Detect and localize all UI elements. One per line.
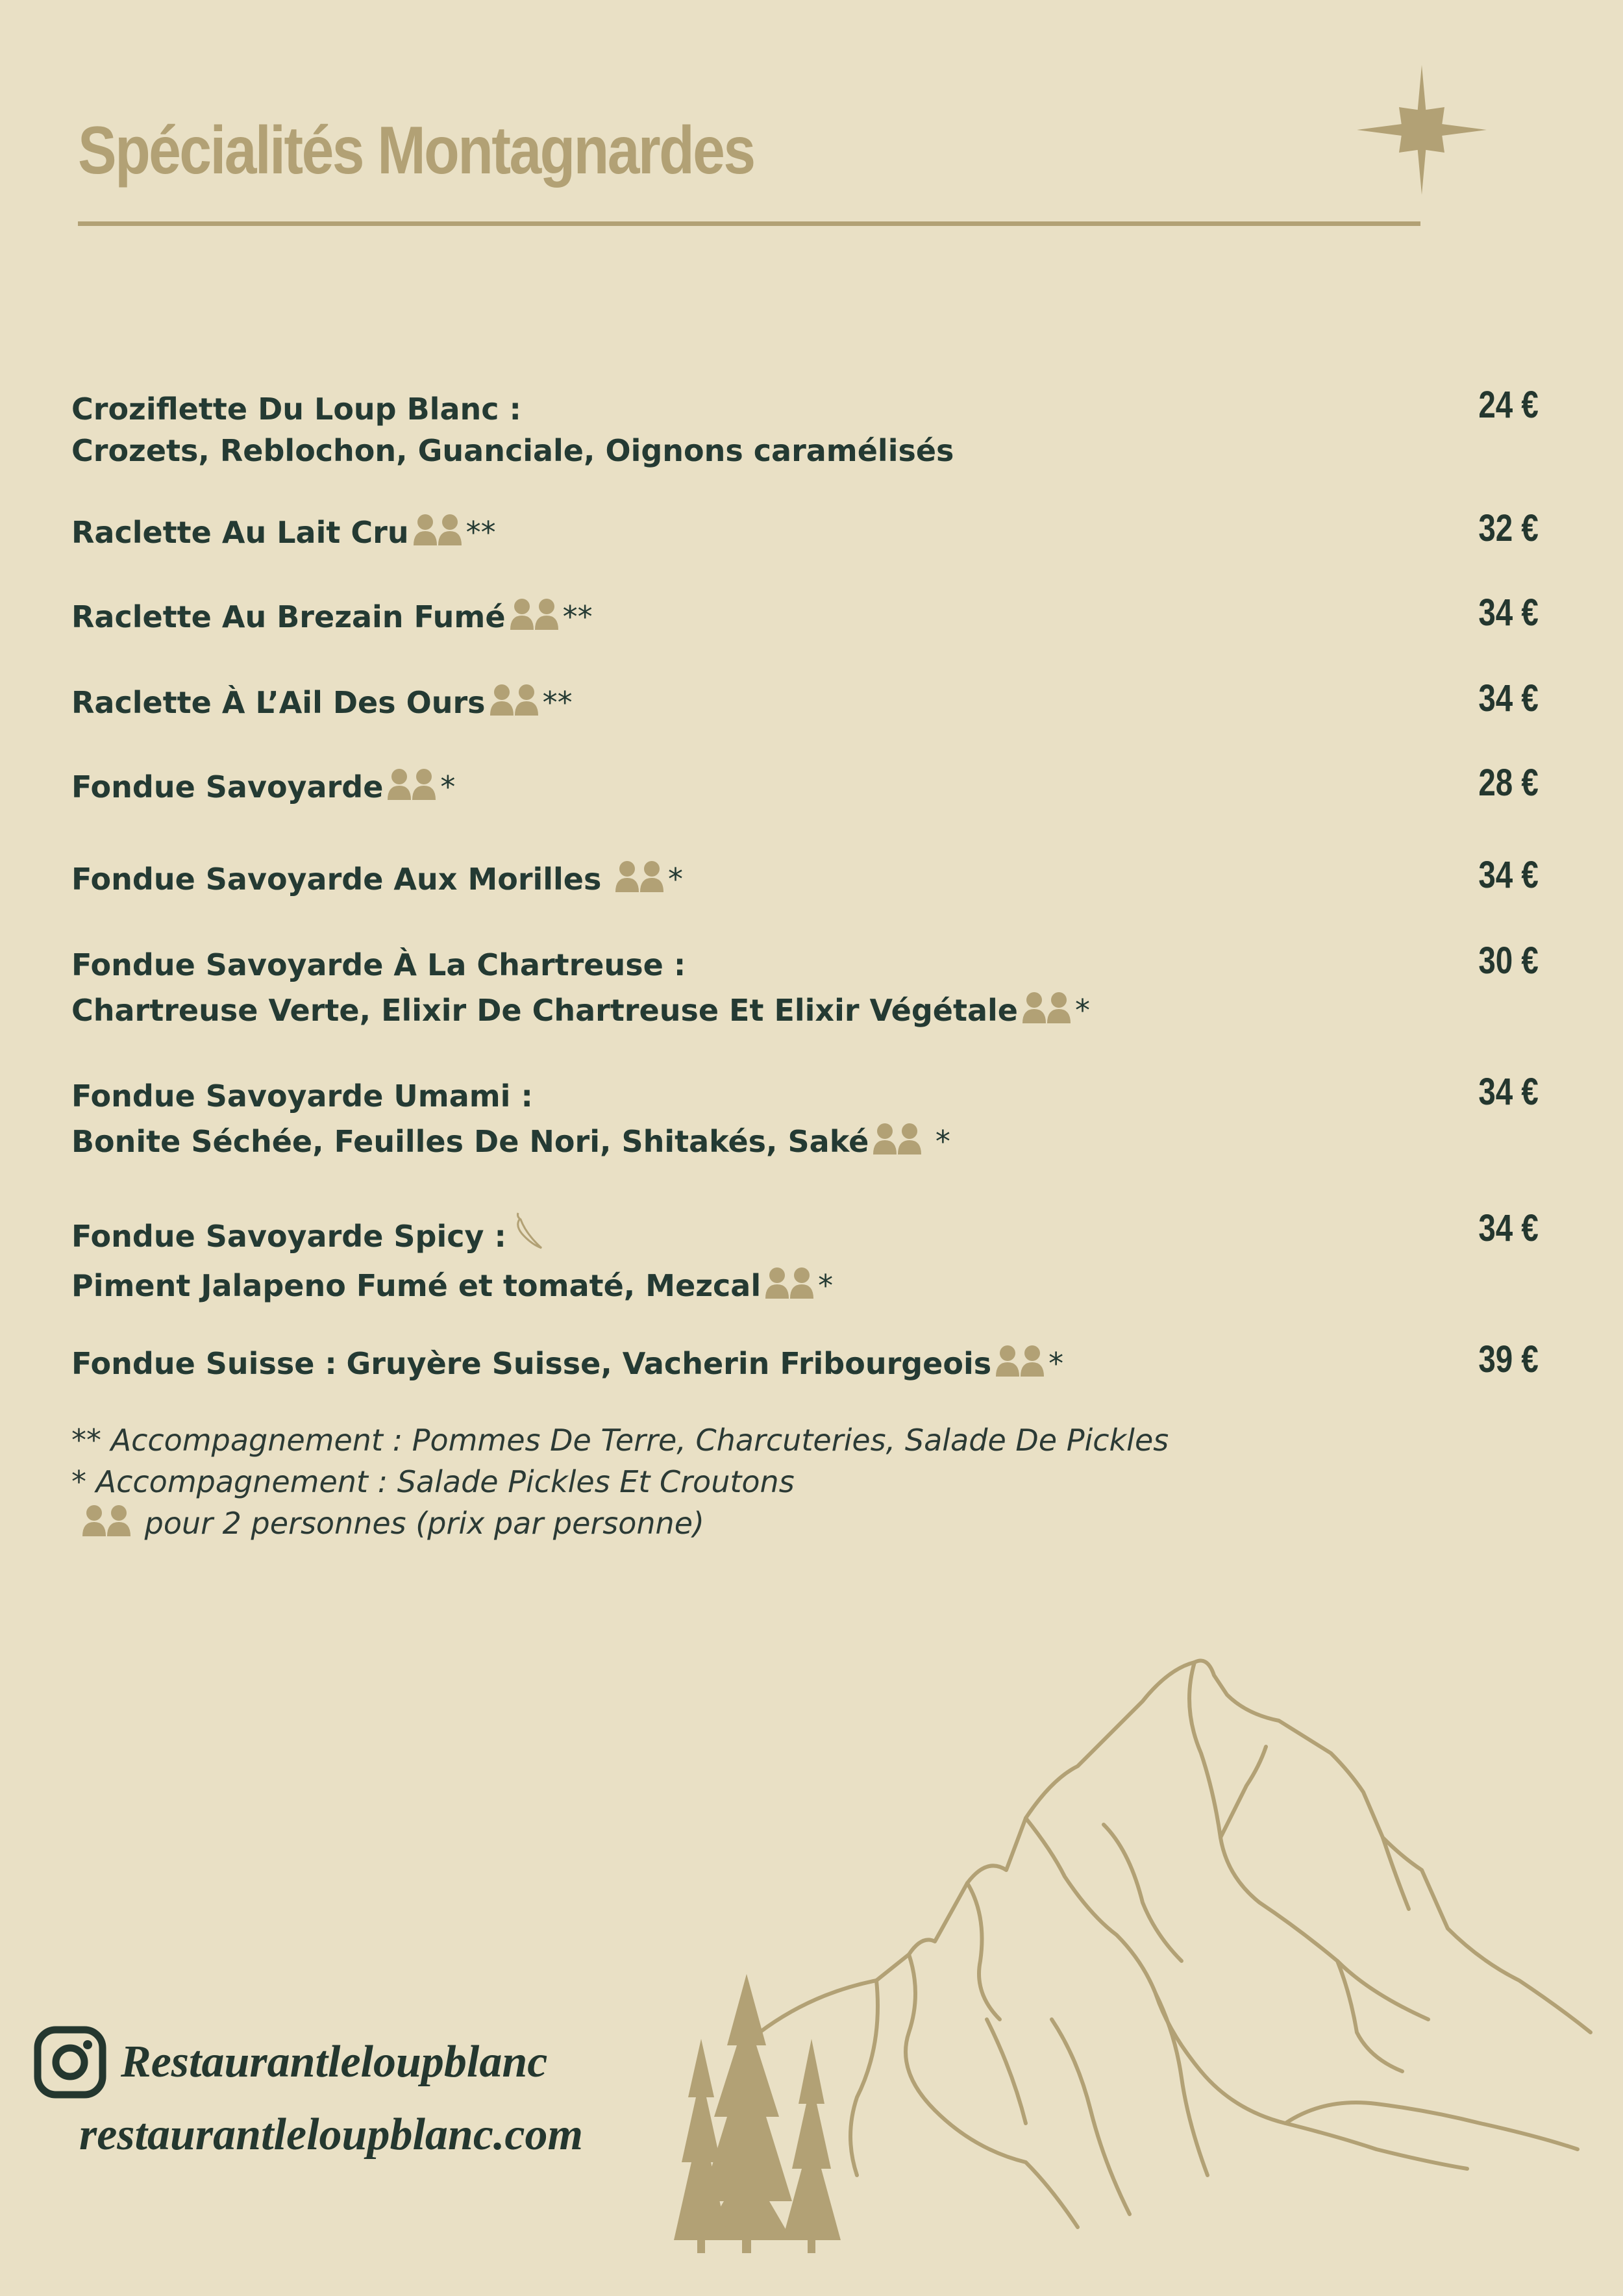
two-people-icon [510,597,559,630]
two-people-icon [873,1122,922,1154]
dish-name: Fondue Savoyarde Umami : [71,1079,533,1114]
menu-item-fondue-chartreuse [71,940,1539,1031]
accompaniment-marker: * [1048,1346,1064,1381]
dish-description: Piment Jalapeno Fumé et tomaté, Mezcal [71,1268,762,1303]
menu-item-croziflette [71,384,1539,471]
dish-price: 28 € [1478,762,1539,804]
note-two-people [71,1503,1169,1544]
website-link[interactable]: restaurantleloupblanc.com [79,2110,583,2160]
accompaniment-marker: * [668,862,684,897]
note-double-star: ** Accompagnement : Pommes De Terre, Charcuteries, Salade De Pickles [71,1423,1169,1458]
dish-name: Fondue Suisse : [71,1346,337,1381]
dish-name: Raclette Au Lait Cru [71,515,409,550]
menu-item-fondue-umami [71,1071,1539,1162]
dish-description: Gruyère Suisse, Vacherin Fribourgeois [346,1346,992,1381]
dish-name: Croziflette Du Loup Blanc : [71,392,521,427]
dish-price: 30 € [1478,940,1539,982]
chili-icon [512,1212,544,1261]
accompaniment-marker: * [935,1124,950,1159]
menu-item-fondue-morilles [71,854,1539,900]
dish-price: 34 € [1478,854,1539,896]
two-people-icon [82,1504,131,1536]
menu-item-raclette-brezain [71,592,1539,638]
accompaniment-marker: * [818,1268,834,1303]
dish-description: Crozets, Reblochon, Guanciale, Oignons caramélisés [71,433,954,468]
dish-name: Fondue Savoyarde Spicy : [71,1219,506,1254]
page-title: Spécialités Montagnardes [78,113,754,188]
dish-name: Raclette Au Brezain Fumé [71,599,506,634]
instagram-handle[interactable]: Restaurantleloupblanc [121,2037,548,2087]
dish-description: Bonite Séchée, Feuilles De Nori, Shitakés, Saké [71,1124,869,1159]
menu-item-fondue-suisse [71,1338,1539,1384]
dish-price: 34 € [1478,592,1539,634]
dish-price: 32 € [1478,507,1539,549]
instagram-link[interactable] [34,2026,547,2099]
dish-price: 34 € [1478,1207,1539,1249]
dish-price: 39 € [1478,1338,1539,1380]
star-icon [1357,65,1487,195]
two-people-icon [1022,991,1071,1023]
dish-name: Fondue Savoyarde À La Chartreuse : [71,947,686,982]
dish-name: Fondue Savoyarde [71,769,384,805]
dish-name: Raclette À L’Ail Des Ours [71,685,486,720]
dish-price: 34 € [1478,677,1539,719]
two-people-icon [995,1344,1045,1377]
dish-name: Fondue Savoyarde Aux Morilles [71,862,602,897]
note-two-people-text: pour 2 personnes (prix par personne) [144,1506,704,1541]
accompaniment-marker: ** [542,685,573,720]
mountain-illustration [662,1656,1610,2253]
accompaniment-marker: ** [562,599,593,634]
title-divider [78,221,1420,226]
two-people-icon [413,513,462,545]
menu-item-fondue-savoyarde [71,762,1539,808]
footnotes [71,1419,1169,1544]
dish-price: 24 € [1478,384,1539,426]
accompaniment-marker: * [440,769,456,805]
two-people-icon [765,1266,814,1299]
instagram-icon [34,2026,106,2099]
dish-price: 34 € [1478,1071,1539,1113]
two-people-icon [387,767,436,800]
accompaniment-marker: ** [465,515,496,550]
dish-description: Chartreuse Verte, Elixir De Chartreuse Et Elixir Végétale [71,993,1018,1028]
menu-item-fondue-spicy [71,1207,1539,1306]
menu-item-raclette-ail-ours [71,677,1539,723]
accompaniment-marker: * [1074,993,1090,1028]
two-people-icon [489,683,539,716]
two-people-icon [615,860,664,892]
note-single-star: * Accompagnement : Salade Pickles Et Croutons [71,1464,795,1499]
menu-item-raclette-lait-cru [71,507,1539,553]
